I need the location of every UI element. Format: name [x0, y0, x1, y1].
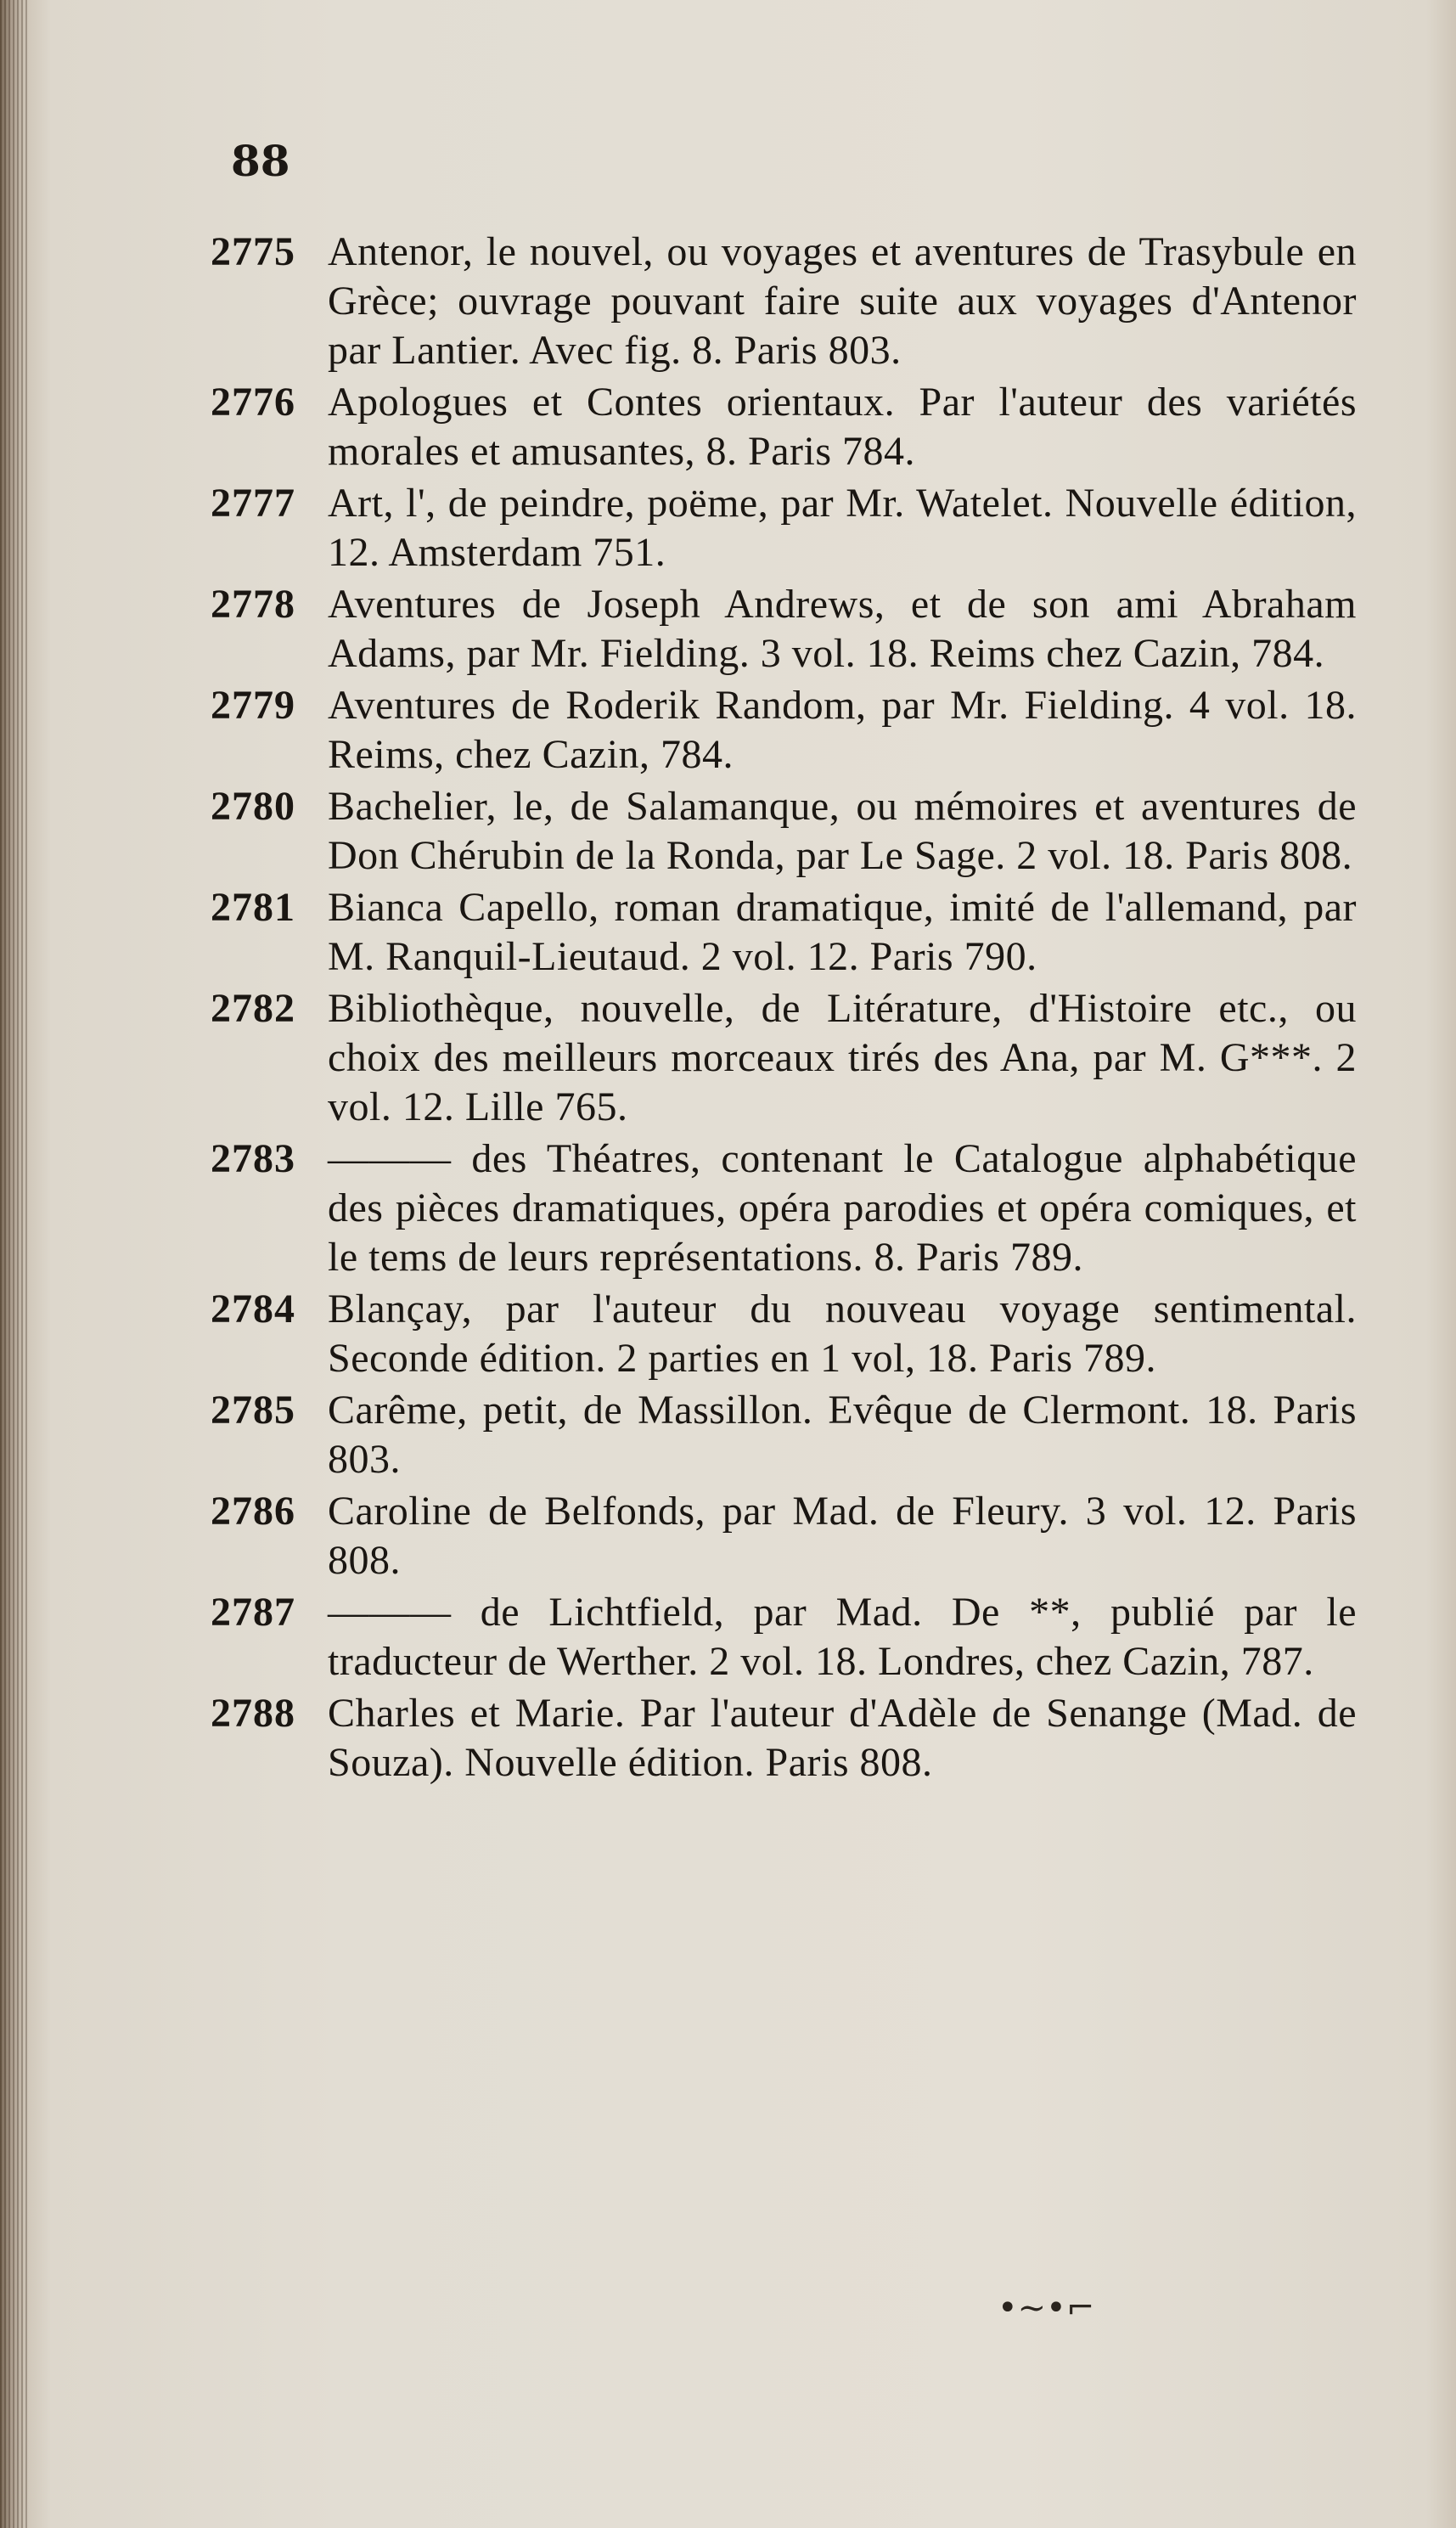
- entry-text: ——— des Théatres, contenant le Catalogue alphabétique des pièces dramatiques, opéra parodies et opéra comiques, et le tems de leurs représentations. 8. Paris 789.: [328, 1136, 1357, 1280]
- entry-number: 2786: [211, 1489, 295, 1534]
- catalogue-entry: [211, 479, 1357, 577]
- catalogue-entry: [211, 1689, 1357, 1788]
- catalogue-entry: [211, 883, 1357, 982]
- entry-number: 2776: [211, 380, 295, 425]
- entry-text: Aventures de Joseph Andrews, et de son ami Abraham Adams, par Mr. Fielding. 3 vol. 18. Reims chez Cazin, 784.: [328, 582, 1357, 676]
- entry-number: 2788: [211, 1691, 295, 1736]
- entry-text: Apologues et Contes orientaux. Par l'auteur des variétés morales et amusantes, 8. Paris 784.: [328, 380, 1357, 474]
- page-number: 88: [231, 136, 290, 186]
- entry-text: Art, l', de peindre, poëme, par Mr. Watelet. Nouvelle édition, 12. Amsterdam 751.: [328, 481, 1357, 575]
- entry-text: Bianca Capello, roman dramatique, imité de l'allemand, par M. Ranquil-Lieutaud. 2 vol. 12. Paris 790.: [328, 885, 1357, 979]
- printer-ornament: •~•⌐: [998, 2289, 1095, 2328]
- entry-number: 2784: [211, 1287, 295, 1332]
- entry-number: 2783: [211, 1136, 295, 1181]
- catalogue-entry: [211, 984, 1357, 1132]
- entry-number: 2781: [211, 885, 295, 930]
- catalogue-entry: [211, 782, 1357, 881]
- entry-text: Carême, petit, de Massillon. Evêque de Clermont. 18. Paris 803.: [328, 1388, 1357, 1482]
- catalogue-entry: [211, 1386, 1357, 1484]
- entry-text: Blançay, par l'auteur du nouveau voyage sentimental. Seconde édition. 2 parties en 1 vol, 18. Paris 789.: [328, 1287, 1357, 1381]
- entry-number: 2787: [211, 1590, 295, 1635]
- entry-text: ——— de Lichtfield, par Mad. De **, publié par le traducteur de Werther. 2 vol. 18. Londres, chez Cazin, 787.: [328, 1590, 1357, 1684]
- catalogue-entry: [211, 1588, 1357, 1686]
- catalogue-entry: [211, 1487, 1357, 1585]
- entry-text: Antenor, le nouvel, ou voyages et aventures de Trasybule en Grèce; ouvrage pouvant faire suite aux voyages d'Antenor par Lantier. Avec fig. 8. Paris 803.: [328, 229, 1357, 373]
- entry-number: 2782: [211, 986, 295, 1031]
- entry-number: 2785: [211, 1388, 295, 1433]
- entry-text: Bibliothèque, nouvelle, de Litérature, d'Histoire etc., ou choix des meilleurs morceaux tirés des Ana, par M. G***. 2 vol. 12. Lille 765.: [328, 986, 1357, 1129]
- catalogue-entry: [211, 228, 1357, 375]
- entry-text: Bachelier, le, de Salamanque, ou mémoires et aventures de Don Chérubin de la Ronda, par Le Sage. 2 vol. 18. Paris 808.: [328, 784, 1357, 878]
- catalogue-entry: [211, 1285, 1357, 1383]
- entry-number: 2779: [211, 683, 295, 728]
- entry-number: 2777: [211, 481, 295, 526]
- catalogue-entry: [211, 378, 1357, 476]
- entry-text: Charles et Marie. Par l'auteur d'Adèle de Senange (Mad. de Souza). Nouvelle édition. Paris 808.: [328, 1691, 1357, 1785]
- entry-number: 2775: [211, 229, 295, 274]
- entry-text: Aventures de Roderik Random, par Mr. Fielding. 4 vol. 18. Reims, chez Cazin, 784.: [328, 683, 1357, 777]
- catalogue-entry: [211, 681, 1357, 780]
- entry-number: 2780: [211, 784, 295, 829]
- entry-text: Caroline de Belfonds, par Mad. de Fleury. 3 vol. 12. Paris 808.: [328, 1489, 1357, 1583]
- catalogue-entries: [211, 228, 1357, 1790]
- catalogue-entry: [211, 1135, 1357, 1282]
- entry-number: 2778: [211, 582, 295, 627]
- catalogue-entry: [211, 580, 1357, 678]
